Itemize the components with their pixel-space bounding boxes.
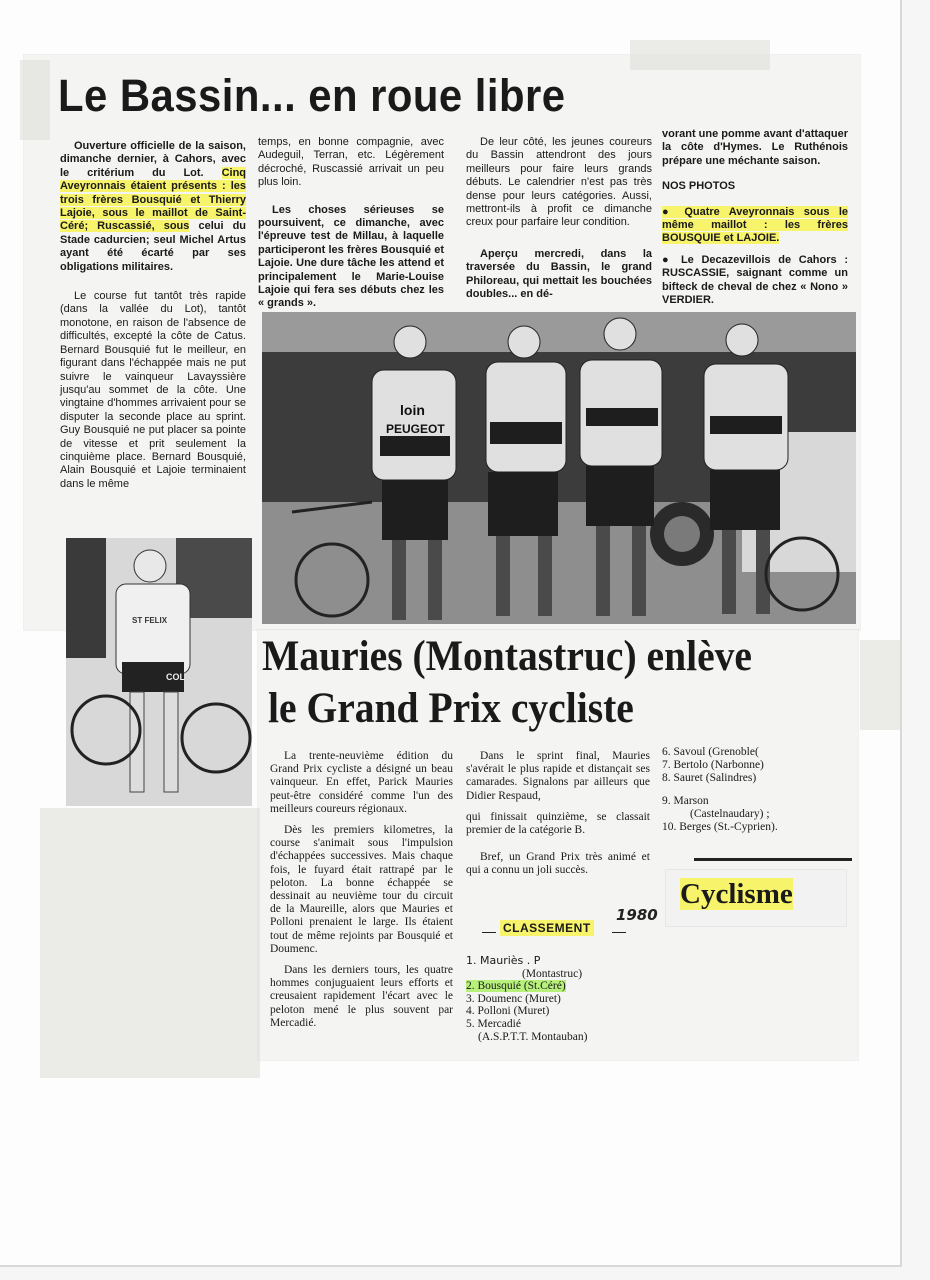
ranking-row: 5. Mercadié bbox=[466, 1017, 521, 1030]
article2-paragraph: Dès les premiers kilometres, la course s'animait sous l'impulsion d'échappées successives. Mais chaque fois, le fuyard était rattrapé par le peloton. La bonne échappée se dessinait au neuvième tour du circuit de la Maureille, alors que Mauries et Polloni prenaient le large. Ils étaient tout de même rejoints par Bousquié et Doumenc. bbox=[270, 824, 453, 955]
section-tag: Cyclisme bbox=[680, 878, 793, 910]
ranking-row-highlighted: 2. Bousquié (St.Céré) bbox=[466, 980, 566, 993]
article1-paragraph: De leur côté, les jeunes coureurs du Bassin attendront des jours meilleurs pour faire leurs grands débuts. Le calendrier n'est pas très dense pour leurs catégories. Aussi, mettront-ils à profit ce dimanche creux pour parfaire leur condition. bbox=[466, 136, 652, 229]
rider-photo bbox=[66, 538, 252, 806]
jersey-text: ST FELIX bbox=[132, 616, 168, 625]
classement-rule-right bbox=[612, 932, 626, 933]
ranking-row: 6. Savoul (Grenoble( bbox=[662, 746, 759, 758]
tape-strip bbox=[40, 808, 260, 1078]
jersey-brand-text: loin bbox=[400, 402, 425, 418]
rider-photo-image bbox=[66, 538, 252, 806]
ranking-row: 10. Berges (St.-Cyprien). bbox=[662, 821, 778, 833]
classement-title: CLASSEMENT bbox=[500, 920, 594, 936]
ranking-row: (Montastruc) bbox=[522, 967, 583, 980]
article2-headline-line-2: le Grand Prix cycliste bbox=[268, 685, 634, 732]
year-handwritten: 1980 bbox=[616, 906, 658, 924]
article1-paragraph: Aperçu mercredi, dans la traversée du Bassin, le grand Philoreau, qui mettait les bouchées doubles... en dé- bbox=[466, 247, 652, 301]
ranking-row: (Castelnaudary) ; bbox=[690, 808, 770, 820]
article1-paragraph: Le course fut tantôt très rapide (dans la vallée du Lot), tantôt monotone, en raison de l'absence de difficultés, excepté la côte de Catus. Bernard Bousquié fut le meilleur, en figurant dans l'échappée mais ne put suivre le vainqueur Lavayssière jusqu'au sommet de la côte. Une vingtaine d'hommes arrivaient pour se disputer la seconde place au sprint. Guy Bousquié ne put placer sa pointe de vitesse et prit seulement la cinquième place. Bernard Bousquié, Alain Bousquié et Lajoie terminaient dans le même bbox=[60, 290, 246, 490]
ranking-row: 3. Doumenc (Muret) bbox=[466, 992, 561, 1005]
highlighted-lead-text: Cinq Aveyronnais étaient présents : les trois frères Bousquié et Thierry Lajoie, sous le maillot de Saint-Céré; Ruscassié, sous bbox=[60, 166, 247, 233]
tape-strip bbox=[860, 640, 900, 730]
ranking-list bbox=[466, 955, 646, 1043]
team-photo bbox=[262, 312, 856, 624]
article1-column-4 bbox=[662, 128, 848, 315]
article2-headline-line-1: Mauries (Montastruc) enlève bbox=[262, 633, 752, 680]
article1-column-1 bbox=[60, 140, 246, 499]
shorts-text: COL bbox=[166, 672, 185, 682]
lead-text: Ouverture officielle de la saison, dimanche dernier, à Cahors, avec le critérium du Lot. bbox=[60, 140, 246, 179]
article1-paragraph: Les choses sérieuses se poursuivent, ce dimanche, avec l'épreuve test de Millau, à laquelle participeront les frères Bousquié et Lajoie. Une dure tâche les attend et principalement le Marie-Louise Lajoie qui fera ses débuts chez les « grands ». bbox=[258, 203, 444, 310]
lead-text-end: celui du Stade cadurcien; seul Michel Artus ayant été écarté par ses obligations militaires. bbox=[60, 220, 247, 273]
photo-caption-1: ● Quatre Aveyronnais sous le même maillot : les frères BOUSQUIE et LAJOIE. bbox=[662, 205, 848, 245]
tape-strip bbox=[20, 60, 50, 140]
article2-paragraph: Bref, un Grand Prix très animé et qui a connu un joli succès. bbox=[466, 851, 650, 877]
photo-captions-heading: NOS PHOTOS bbox=[662, 180, 736, 193]
article2-paragraph: qui finissait quinzième, se classait premier de la catégorie B. bbox=[466, 810, 650, 837]
photo-caption-2: ● Le Decazevillois de Cahors : RUSCASSIE, saignant comme un bifteck de cheval de chez « Nono » VERDIER. bbox=[662, 253, 848, 307]
article1-paragraph: vorant une pomme avant d'attaquer la côte d'Hymes. Le Ruthénois prépare une méchante saison. bbox=[662, 128, 848, 167]
team-photo-image bbox=[262, 312, 856, 624]
article1-headline: Le Bassin... en roue libre bbox=[58, 70, 566, 121]
section-tag-rule bbox=[694, 858, 852, 861]
article1-column-3 bbox=[466, 136, 652, 309]
ranking-list-right bbox=[662, 746, 852, 834]
classement-rule-left bbox=[482, 932, 496, 933]
ranking-row: 9. Marson bbox=[662, 795, 709, 807]
ranking-row: 8. Sauret (Salindres) bbox=[662, 772, 757, 784]
article2-paragraph: Dans le sprint final, Mauries s'avérait le plus rapide et distançait ses camarades. Signalons par ailleurs que Didier Respaud, bbox=[466, 750, 650, 802]
tape-strip bbox=[630, 40, 770, 70]
article2-paragraph: La trente-neuvième édition du Grand Prix cycliste a désigné un beau vainqueur. En effet, Parick Mauries peut-être considéré comme l'un des meilleurs coureurs régionaux. bbox=[270, 750, 453, 815]
article2-column-2 bbox=[466, 750, 650, 886]
jersey-sponsor-text: PEUGEOT bbox=[386, 422, 445, 436]
article1-paragraph: temps, en bonne compagnie, avec Audeguil, Terran, etc. Légèrement décroché, Ruscassié arrivait un peu plus loin. bbox=[258, 136, 444, 189]
ranking-row: 1. Mauriès . P bbox=[466, 954, 541, 967]
article1-column-2 bbox=[258, 136, 444, 319]
ranking-row: 7. Bertolo (Narbonne) bbox=[662, 759, 764, 771]
article2-column-1 bbox=[270, 750, 453, 1038]
ranking-row: 4. Polloni (Muret) bbox=[466, 1005, 550, 1018]
ranking-row: (A.S.P.T.T. Montauban) bbox=[478, 1030, 588, 1043]
article2-paragraph: Dans les derniers tours, les quatre hommes conjuguaient leurs efforts et creusaient rapidement l'écart avec le peloton mené le plus souvent par Mercadié. bbox=[270, 964, 453, 1029]
